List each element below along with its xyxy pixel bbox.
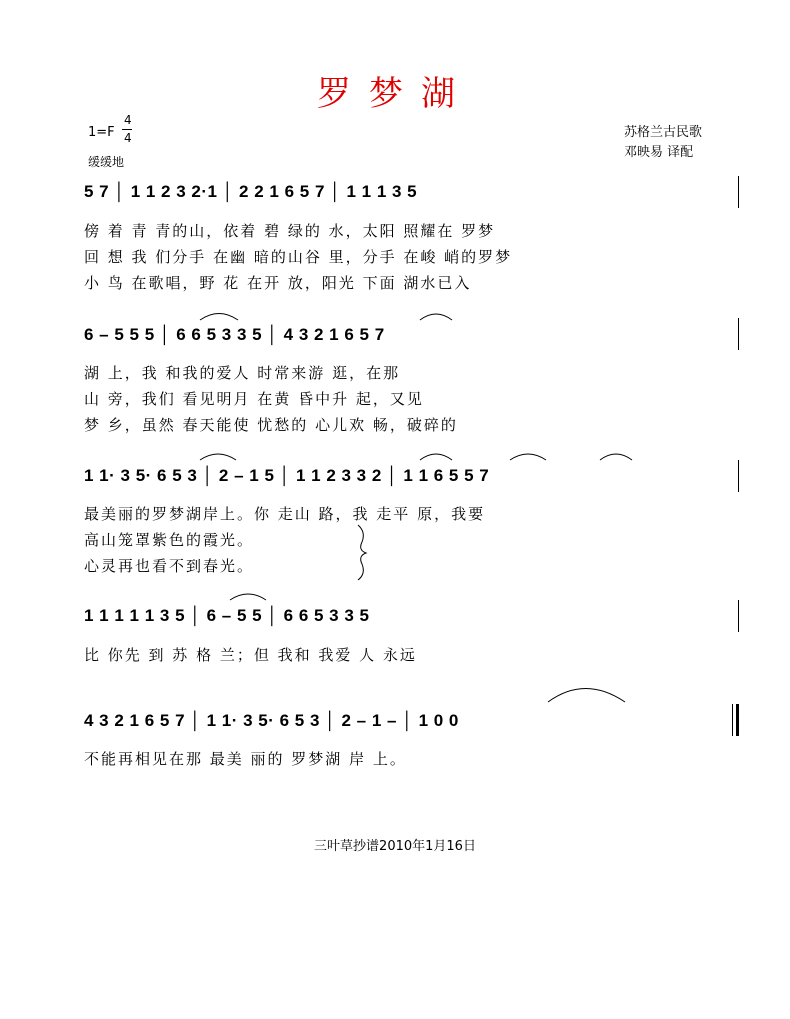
lyrics-system-3-verse-3: 心灵再也看不到春光。: [84, 557, 255, 575]
lyrics-system-1-verse-1: 傍 着 青 青的山，依着 碧 绿的 水，太阳 照耀在 罗梦: [84, 222, 496, 240]
lyrics-system-1-verse-2: 回 想 我 们分手 在幽 暗的山谷 里，分手 在峻 峭的罗梦: [84, 248, 513, 266]
notation-system-3: 1 1· 3 5· 6 5 3 │ 2 – 1 5 │ 1 1 2 3 3 2 │ 1 1 6 5 5 7: [84, 466, 490, 485]
slur: [200, 314, 238, 321]
long-slur: [548, 689, 625, 703]
verse-brace: [358, 525, 366, 580]
notation-system-1: 5 7 │ 1 1 2 3 2·1 │ 2 2 1 6 5 7 │ 1 1 1 3 5: [84, 182, 418, 201]
time-signature-bottom: 4: [124, 131, 132, 145]
slur: [420, 454, 452, 460]
notation-system-2: 6 – 5 5 5 │ 6 6 5 3 3 5 │ 4 3 2 1 6 5 7: [84, 325, 385, 344]
lyrics-system-3-verse-2: 高山笼罩紫色的霞光。: [84, 531, 255, 549]
slur: [510, 454, 546, 460]
slur: [420, 314, 452, 320]
lyrics-system-5-verse-1: 不能再相见在那 最美 丽的 罗梦湖 岸 上。: [84, 750, 407, 768]
tempo-marking: 缓缓地: [88, 155, 125, 169]
lyrics-system-2-verse-1: 湖 上，我 和我的爱人 时常来游 逛，在那: [84, 364, 401, 382]
slur: [200, 454, 236, 460]
transcription-credit: 三叶草抄谱2010年1月16日: [314, 839, 476, 854]
notation-system-5: 4 3 2 1 6 5 7 │ 1 1· 3 5· 6 5 3 │ 2 – 1 – │ 1 0 0: [84, 711, 459, 730]
song-origin: 苏格兰古民歌: [624, 125, 703, 140]
lyrics-system-2-verse-3: 梦 乡，虽然 春天能使 忧愁的 心儿欢 畅，破碎的: [84, 416, 458, 434]
lyrics-system-4-verse-1: 比 你先 到 苏 格 兰；但 我和 我爱 人 永远: [84, 646, 417, 664]
lyrics-system-2-verse-2: 山 旁，我们 看见明月 在黄 昏中升 起，又见: [84, 390, 424, 408]
slur: [230, 594, 266, 600]
slur: [600, 454, 632, 460]
notation-system-4: 1 1 1 1 1 3 5 │ 6 – 5 5 │ 6 6 5 3 3 5: [84, 606, 370, 625]
arranger-credit: 邓映易 译配: [624, 145, 694, 160]
key-signature: 1=F: [88, 125, 115, 140]
lyrics-system-3-verse-1: 最美丽的罗梦湖岸上。你 走山 路，我 走平 原，我要: [84, 505, 486, 523]
song-title: 罗梦湖: [317, 74, 473, 114]
time-signature-top: 4: [124, 113, 132, 127]
lyrics-system-1-verse-3: 小 鸟 在歌唱，野 花 在开 放，阳光 下面 湖水已入: [84, 274, 472, 292]
